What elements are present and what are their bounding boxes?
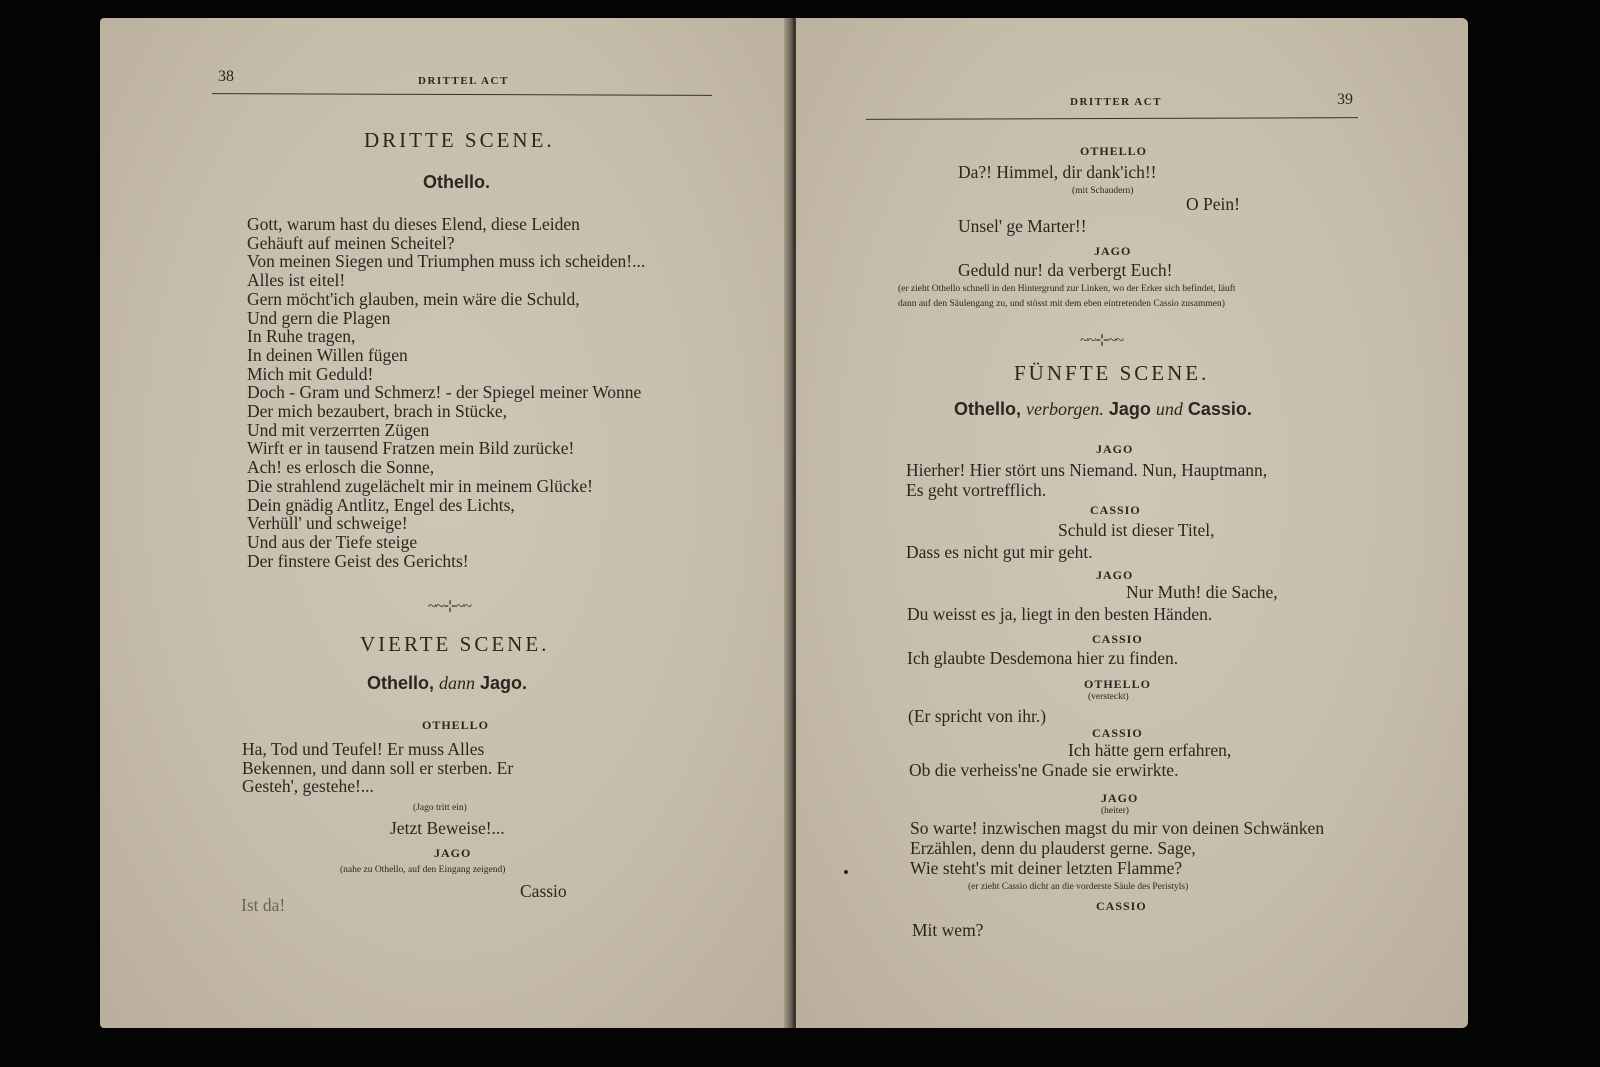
speaker-name: JAGO bbox=[434, 846, 472, 860]
speaker-name: JAGO bbox=[1094, 244, 1132, 258]
header-rule bbox=[212, 93, 712, 96]
cast-name: Othello, bbox=[367, 673, 434, 693]
verse-line: Und aus der Tiefe steige bbox=[247, 531, 418, 552]
verse-line: So warte! inzwischen magst du mir von deinen Schwänken bbox=[910, 818, 1325, 838]
verse-line: Unsel' ge Marter!! bbox=[958, 216, 1087, 236]
running-head: DRITTER ACT bbox=[1070, 96, 1162, 108]
verse-line: Doch - Gram und Schmerz! - der Spiegel meiner Wonne bbox=[247, 382, 642, 403]
cast-list bbox=[954, 399, 1252, 420]
verse-line: Ich hätte gern erfahren, bbox=[1068, 740, 1232, 760]
scene-title: FÜNFTE SCENE. bbox=[1014, 361, 1210, 385]
speaker-name: CASSIO bbox=[1092, 726, 1143, 740]
verse-line: Wie steht's mit deiner letzten Flamme? bbox=[910, 858, 1183, 878]
verse-line: Schuld ist dieser Titel, bbox=[1058, 520, 1215, 540]
stage-direction: (versteckt) bbox=[1088, 692, 1129, 702]
verse-line: Verhüll' und schweige! bbox=[247, 513, 408, 534]
verse-line: Gesteh', gestehe!... bbox=[242, 776, 374, 797]
running-head: DRITTEL ACT bbox=[418, 75, 509, 87]
verse-line: Die strahlend zugelächelt mir in meinem Glücke! bbox=[247, 475, 593, 496]
scene-title: DRITTE SCENE. bbox=[364, 128, 555, 152]
verse-line: Bekennen, und dann soll er sterben. Er bbox=[242, 757, 514, 778]
stage-direction: (nahe zu Othello, auf den Eingang zeigend) bbox=[340, 865, 506, 875]
cast-name: Jago bbox=[1108, 399, 1151, 419]
stage-direction: (er zieht Othello schnell in den Hintergrund zur Linken, wo der Erker sich befindet, läuft bbox=[898, 284, 1236, 294]
cast-name: Cassio. bbox=[1187, 399, 1252, 419]
verse-line: Gern möcht'ich glauben, mein wäre die Schuld, bbox=[247, 288, 580, 309]
left-page bbox=[100, 18, 792, 1028]
cast-direction: verborgen. bbox=[1026, 399, 1104, 419]
cast-list bbox=[367, 673, 527, 694]
page-number: 38 bbox=[218, 68, 234, 85]
verse-line: Ist da! bbox=[241, 895, 286, 915]
verse-line: (Er spricht von ihr.) bbox=[908, 706, 1047, 726]
verse-line: Dass es nicht gut mir geht. bbox=[906, 542, 1093, 562]
verse-line: Ob die verheiss'ne Gnade sie erwirkte. bbox=[909, 760, 1179, 780]
verse-line: Jetzt Beweise!... bbox=[390, 818, 505, 838]
cast-conjunction: dann bbox=[439, 673, 476, 693]
stage-direction: (heiter) bbox=[1101, 806, 1129, 816]
cast-name: Jago. bbox=[480, 673, 528, 693]
verse-line: In Ruhe tragen, bbox=[247, 326, 356, 347]
verse-line: Ha, Tod und Teufel! Er muss Alles bbox=[242, 739, 485, 759]
stage-direction: (Jago tritt ein) bbox=[413, 803, 467, 813]
stage-direction: dann auf den Säulengang zu, und stösst mit dem eben eintretenden Cassio zusammen) bbox=[898, 299, 1225, 309]
verse-block bbox=[247, 215, 645, 570]
verse-line: Von meinen Siegen und Triumphen muss ich scheiden!... bbox=[247, 251, 646, 272]
verse-line: O Pein! bbox=[1186, 194, 1240, 214]
cast-list: Othello. bbox=[423, 172, 490, 192]
verse-line: Erzählen, denn du plauderst gerne. Sage, bbox=[910, 838, 1196, 858]
verse-line: Wirft er in tausend Fratzen mein Bild zurücke! bbox=[247, 438, 575, 459]
verse-line: Geduld nur! da verbergt Euch! bbox=[958, 260, 1173, 280]
cast-conjunction: und bbox=[1155, 399, 1183, 419]
verse-line: Und gern die Plagen bbox=[247, 307, 391, 328]
verse-line: Nur Muth! die Sache, bbox=[1126, 582, 1278, 602]
verse-line: Ach! es erlosch die Sonne, bbox=[247, 457, 435, 478]
scene-title: VIERTE SCENE. bbox=[360, 632, 550, 656]
speaker-name: JAGO bbox=[1096, 442, 1134, 456]
stage-direction: (er zieht Cassio dicht an die vorderste Säule des Peristyls) bbox=[968, 882, 1189, 892]
header-rule bbox=[866, 117, 1358, 120]
verse-line: Hierher! Hier stört uns Niemand. Nun, Hauptmann, bbox=[906, 460, 1268, 480]
verse-line: In deinen Willen fügen bbox=[247, 344, 408, 365]
ink-speck bbox=[844, 870, 848, 874]
verse-line: Dein gnädig Antlitz, Engel des Lichts, bbox=[247, 494, 515, 515]
verse-line: Der mich bezaubert, brach in Stücke, bbox=[247, 401, 507, 422]
speaker-name: CASSIO bbox=[1090, 503, 1141, 517]
verse-line: Mit wem? bbox=[912, 920, 984, 940]
ornament-divider: ~~⊹~~ bbox=[1080, 332, 1124, 349]
verse-line: Und mit verzerrten Zügen bbox=[247, 419, 430, 440]
cast-name: Othello, bbox=[954, 399, 1021, 419]
speaker-name: OTHELLO bbox=[1084, 677, 1152, 691]
speaker-name: CASSIO bbox=[1092, 632, 1143, 646]
speaker-name: JAGO bbox=[1096, 568, 1134, 582]
speaker-name: CASSIO bbox=[1096, 899, 1147, 913]
page-number: 39 bbox=[1337, 91, 1353, 108]
right-page bbox=[796, 18, 1468, 1028]
speaker-name: OTHELLO bbox=[422, 718, 490, 732]
verse-line: Gehäuft auf meinen Scheitel? bbox=[247, 232, 455, 253]
verse-block bbox=[242, 740, 513, 796]
ornament-divider: ~~⊹~~ bbox=[428, 598, 472, 615]
verse-line: Da?! Himmel, dir dank'ich!! bbox=[958, 162, 1157, 182]
verse-line: Mich mit Geduld! bbox=[247, 363, 374, 384]
verse-line: Gott, warum hast du dieses Elend, diese Leiden bbox=[247, 214, 580, 234]
stage-direction: (mit Schaudern) bbox=[1072, 186, 1134, 196]
verse-line: Der finstere Geist des Gerichts! bbox=[247, 550, 469, 571]
verse-line: Du weisst es ja, liegt in den besten Händen. bbox=[907, 604, 1213, 624]
verse-line: Es geht vortrefflich. bbox=[906, 480, 1047, 500]
verse-line: Ich glaubte Desdemona hier zu finden. bbox=[907, 648, 1179, 668]
verse-line: Alles ist eitel! bbox=[247, 270, 346, 291]
speaker-name: OTHELLO bbox=[1080, 144, 1148, 158]
speaker-name: JAGO bbox=[1101, 791, 1139, 805]
verse-line: Cassio bbox=[520, 881, 567, 901]
